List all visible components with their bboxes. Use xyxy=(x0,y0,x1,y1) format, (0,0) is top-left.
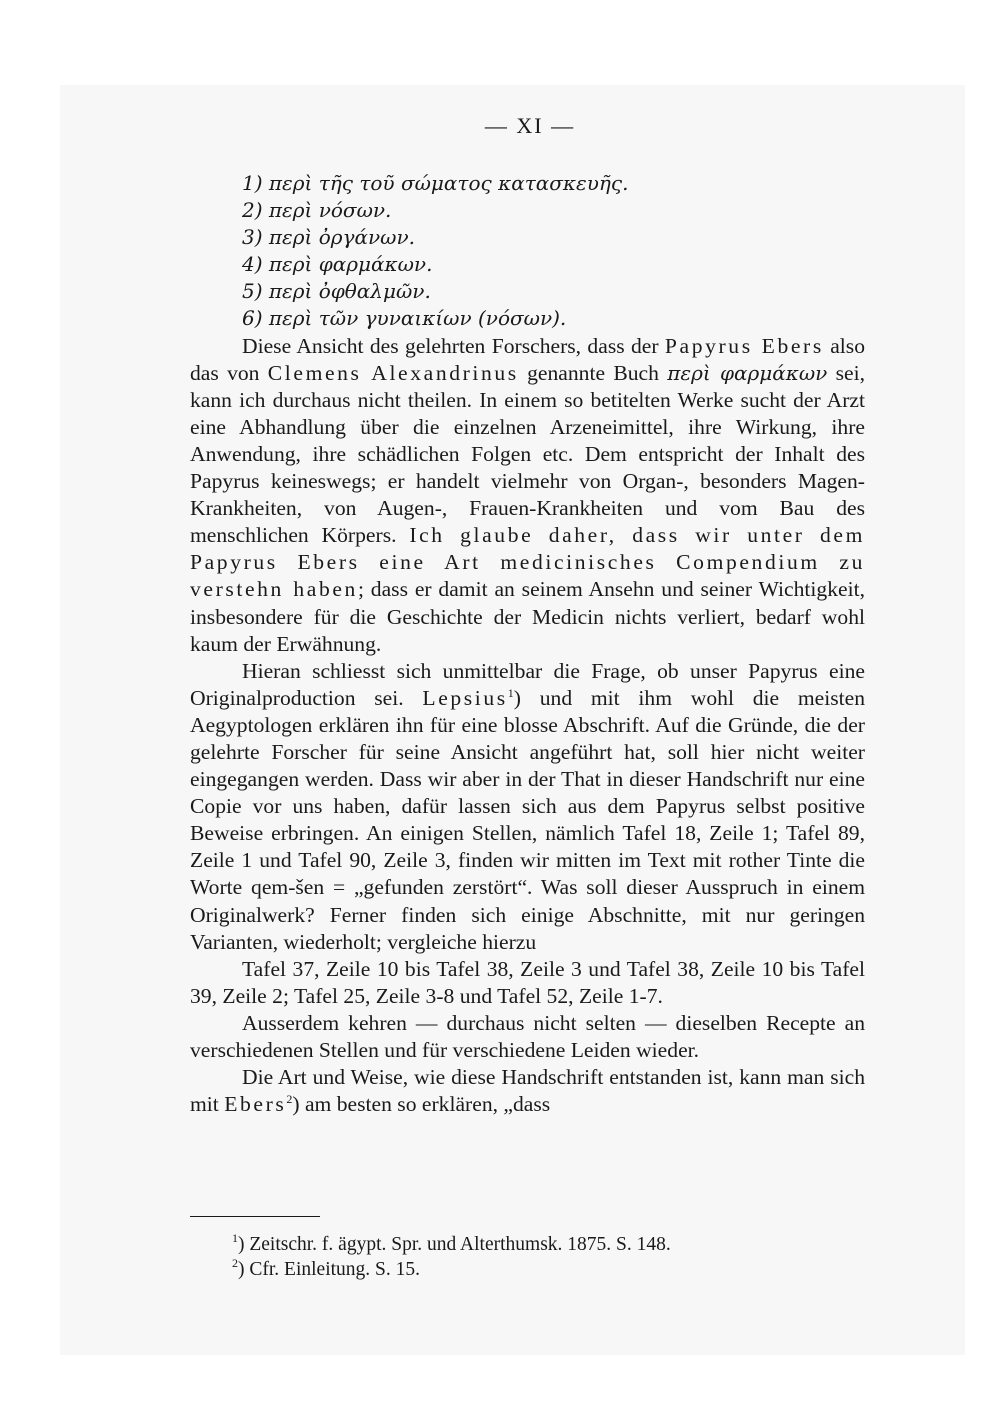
list-item: 2) περὶ νόσων. xyxy=(242,198,392,223)
greek-title-list xyxy=(190,170,865,333)
list-item: 5) περὶ ὀφθαλμῶν. xyxy=(242,279,431,304)
list-item: 1) περὶ τῆς τοῦ σώματος κατασκευῆς. xyxy=(242,171,629,195)
paragraph-4: Ausserdem kehren — durchaus nicht selten — dieselben Recepte an verschiedenen Stellen und für verschiedene Leiden wieder. xyxy=(190,1010,865,1062)
footnotes xyxy=(232,1232,832,1282)
paragraph-2: Hieran schliesst sich unmittelbar die Frage, ob unser Papyrus eine Originalproduction sei. Lepsius$^1$) und mit ihm wohl die meisten Aegyptologen erklären ihn für eine blosse Abschrift. Auf die Gründe, die der gelehrte Forscher für seine Ansicht angeführt hat, soll hier nicht weiter eingegangen werden. Dass wir aber in der That in dieser Handschrift nur eine Copie vor uns haben, dafür lassen sich aus dem Papyrus selbst positive Beweise erbringen. An einigen Stellen, nämlich Tafel 18, Zeile 1; Tafel 89, Zeile 1 und Tafel 90, Zeile 3, finden wir mitten im Text mit rother Tinte die Worte qem-šen = „gefunden zerstört“. Was soll dieser Ausspruch in einem Originalwerk? Ferner finden sich einige Abschnitte, mit nur geringen Varianten, wiederholt; vergleiche hierzu xyxy=(190,658,866,954)
footnote-ref: 1 xyxy=(507,685,514,700)
footnote-ref: 2 xyxy=(286,1092,293,1107)
list-item: 6) περὶ τῶν γυναικίων (νόσων). xyxy=(242,306,567,331)
footnote: $^1$) Zeitschr. f. ägypt. Spr. und Alterthumsk. 1875. S. 148. xyxy=(232,1231,671,1255)
footnote-mark: 2 xyxy=(232,1256,238,1270)
footnote-mark: 1 xyxy=(232,1231,238,1245)
body-text xyxy=(190,170,865,1118)
paragraph-3: Tafel 37, Zeile 10 bis Tafel 38, Zeile 3 und Tafel 38, Zeile 10 bis Tafel 39, Zeile 2; Tafel 25, Zeile 3-8 und Tafel 52, Zeile 1-7. xyxy=(190,956,865,1008)
footnote: $^2$) Cfr. Einleitung. S. 15. xyxy=(232,1256,420,1280)
footnote-divider xyxy=(190,1216,320,1217)
spaced-emphasis: Ebers xyxy=(224,1092,287,1117)
list-item: 4) περὶ φαρμάκων. xyxy=(242,252,433,277)
paragraph-5: Die Art und Weise, wie diese Handschrift entstanden ist, kann man sich mit Ebers$^2$) am besten so erklären, „dass xyxy=(190,1065,865,1117)
paragraph-1: Diese Ansicht des gelehrten Forschers, dass der Papyrus Ebers also das von Clemens Alexandrinus genannte Buch περὶ φαρμάκων sei, kann ich durchaus nicht theilen. In einem so betitelten Werke sucht der Arzt eine Abhandlung über die einzelnen Arzeneimittel, ihre Wirkung, ihre Anwendung, ihre schädlichen Folgen etc. Dem entspricht der Inhalt des Papyrus keineswegs; er handelt vielmehr von Organ-, besonders Magen-Krankheiten, von Augen-, Frauen-Krankheiten und vom Bau des menschlichen Körpers. Ich glaube daher, dass wir unter dem Papyrus Ebers eine Art medicinisches Compendium zu verstehn haben; dass er damit an seinem Ansehn und seiner Wichtigkeit, insbesondere für die Geschichte der Medicin nichts verliert, bedarf wohl kaum der Erwähnung. xyxy=(190,333,865,656)
page-number-header: — XI — xyxy=(484,113,576,138)
spaced-emphasis: Lepsius xyxy=(422,685,508,710)
greek-phrase: περὶ φαρμάκων xyxy=(667,360,828,385)
spaced-emphasis: Papyrus Ebers xyxy=(664,333,824,358)
list-item: 3) περὶ ὀργάνων. xyxy=(242,225,415,250)
spaced-emphasis: Ich glaube daher, dass wir unter dem Papyrus Ebers eine Art medicinisches Compendium zu verstehn haben xyxy=(190,523,865,602)
spaced-emphasis: Clemens Alexandrinus xyxy=(267,360,519,385)
